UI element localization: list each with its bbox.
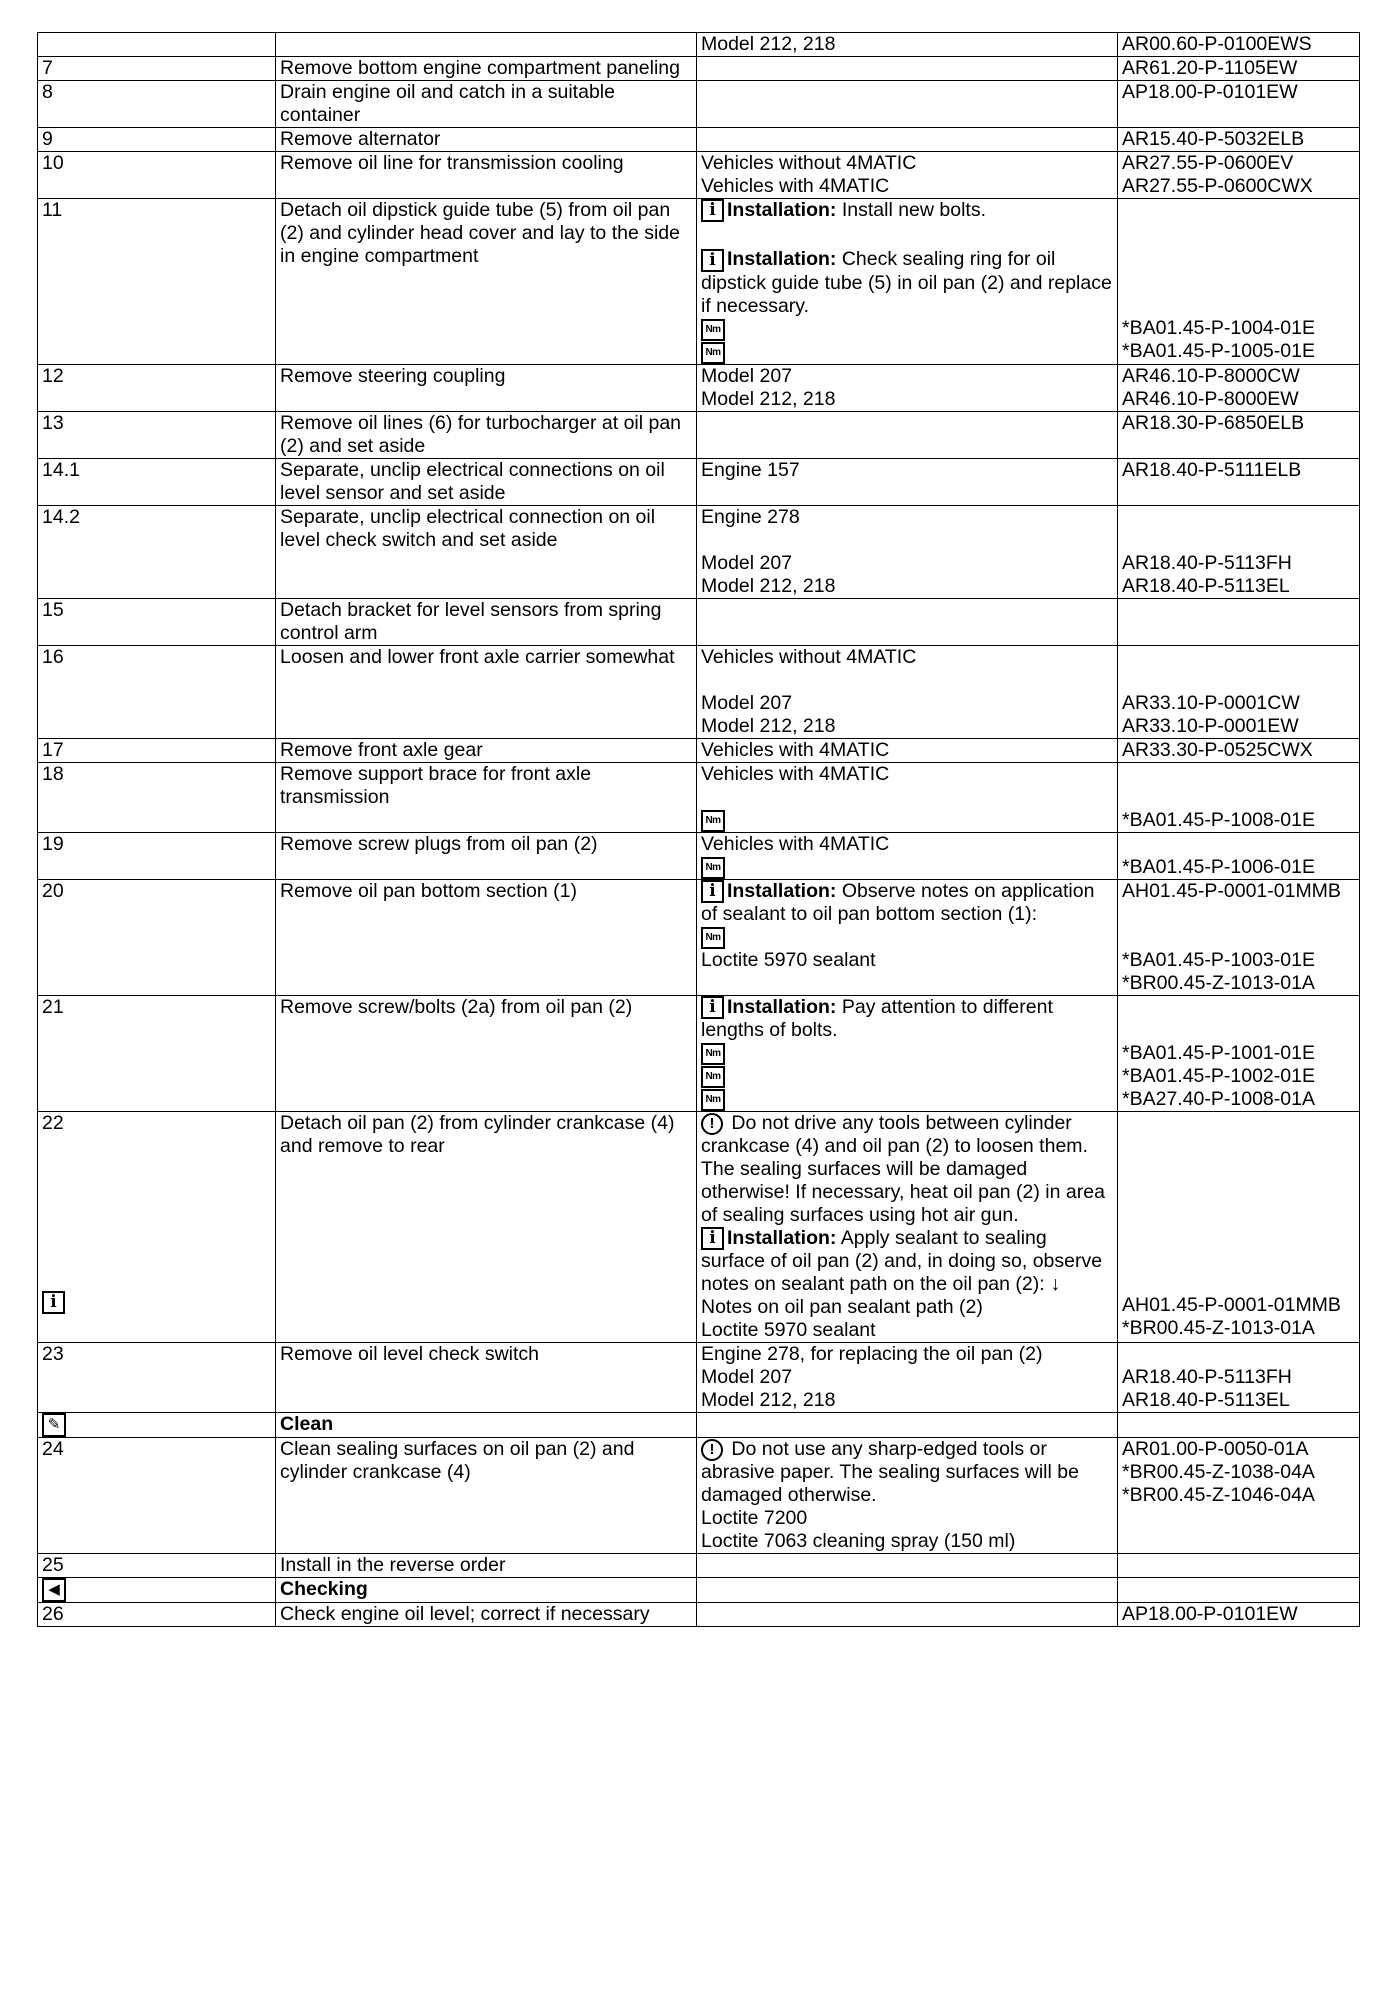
note-line: Vehicles without 4MATIC (701, 645, 917, 668)
step-number: 8 (42, 81, 53, 103)
reference-cell (1118, 832, 1360, 879)
reference-code: AH01.45-P-0001-01MMB (1122, 879, 1341, 902)
action-text: Remove oil line for transmission cooling (280, 152, 624, 174)
reference-code: AR18.40-P-5113FH (1122, 551, 1292, 574)
notes-cell (697, 505, 1118, 598)
step-number: 14.1 (42, 458, 80, 481)
reference-code: AR27.55-P-0600EV (1122, 152, 1294, 174)
reference-code (1122, 248, 1355, 271)
notes-cell (697, 33, 1118, 57)
step-cell (38, 458, 276, 505)
notes-cell (697, 1112, 1118, 1343)
reference-code: AR46.10-P-8000CW (1122, 364, 1300, 387)
reference-cell (1118, 1343, 1360, 1413)
table-row (38, 832, 1360, 879)
notes-cell (697, 458, 1118, 505)
table-row (38, 33, 1360, 57)
table-row (38, 1554, 1360, 1578)
torque-nm-icon: Nm (701, 810, 725, 832)
info-icon: i (701, 1227, 724, 1250)
reference-code: AP18.00-P-0101EW (1122, 81, 1298, 103)
reference-cell (1118, 1603, 1360, 1627)
notes-cell (697, 598, 1118, 645)
step-cell (38, 762, 276, 832)
note-line: Vehicles with 4MATIC (701, 738, 890, 761)
action-cell (276, 1343, 697, 1413)
action-cell (276, 152, 697, 199)
step-cell (38, 57, 276, 81)
note-line: Loctite 7063 cleaning spray (150 ml) (701, 1530, 1016, 1553)
action-cell (276, 364, 697, 411)
action-text: Remove screw/bolts (2a) from oil pan (2) (280, 995, 633, 1018)
torque-nm-icon: Nm (701, 1066, 725, 1088)
reference-code: AR33.10-P-0001EW (1122, 714, 1299, 737)
note-line: Model 212, 218 (701, 387, 836, 410)
step-cell (38, 1603, 276, 1627)
procedure-table (37, 32, 1360, 1627)
reference-code (1122, 833, 1355, 856)
notes-cell (697, 879, 1118, 995)
reference-code: *BR00.45-Z-1013-01A (1122, 971, 1315, 994)
spacer (701, 222, 1113, 248)
step-cell (38, 152, 276, 199)
step-number: 13 (42, 411, 64, 434)
reference-code (1122, 926, 1355, 949)
action-cell (276, 1112, 697, 1343)
note-line: i Installation: Apply sealant to sealing surface of oil pan (2) and, in doing so, observe notes on sealant path on the oil pan (2): ↓ (701, 1227, 1103, 1296)
step-number: 20 (42, 879, 64, 902)
table-row (38, 364, 1360, 411)
reference-code: *BA01.45-P-1001-01E (1122, 1041, 1315, 1064)
reference-cell (1118, 152, 1360, 199)
table-row (38, 598, 1360, 645)
step-cell (38, 199, 276, 365)
step-cell (38, 598, 276, 645)
step-cell (38, 364, 276, 411)
reference-cell (1118, 411, 1360, 458)
note-line (701, 1088, 1113, 1111)
notes-cell (697, 762, 1118, 832)
action-text: Remove oil lines (6) for turbocharger at oil pan (2) and set aside (280, 411, 682, 457)
action-text: Remove screw plugs from oil pan (2) (280, 832, 598, 855)
note-line: Model 212, 218 (701, 33, 836, 55)
action-text: Detach oil dipstick guide tube (5) from oil pan (2) and cylinder head cover and lay to the side in engine compartment (280, 199, 680, 267)
note-line (701, 529, 1113, 552)
action-text: Detach oil pan (2) from cylinder crankcase (4) and remove to rear (280, 1112, 675, 1158)
action-text: Check engine oil level; correct if necessary (280, 1603, 650, 1626)
step-cell (38, 879, 276, 995)
action-text: Loosen and lower front axle carrier somewhat (280, 645, 675, 668)
reference-cell (1118, 458, 1360, 505)
reference-code (1122, 506, 1355, 529)
note-line: Loctite 5970 sealant (701, 949, 876, 972)
reference-cell (1118, 33, 1360, 57)
procedure-document (37, 32, 1359, 1627)
notes-cell (697, 738, 1118, 762)
note-line (701, 341, 1113, 364)
note-line: Vehicles with 4MATIC (701, 832, 890, 855)
step-number: 15 (42, 598, 64, 621)
reference-code: AR18.40-P-5111ELB (1122, 458, 1302, 481)
note-line: Engine 278 (701, 505, 800, 528)
caution-icon: ! (701, 1113, 723, 1135)
reference-cell (1118, 879, 1360, 995)
reference-cell (1118, 1413, 1360, 1438)
action-text: Remove bottom engine compartment paneling (280, 57, 680, 79)
reference-cell (1118, 995, 1360, 1111)
reference-code: *BA01.45-P-1008-01E (1122, 808, 1315, 831)
note-line (701, 318, 1113, 341)
reference-code: AR01.00-P-0050-01A (1122, 1438, 1309, 1461)
caution-icon: ! (701, 1439, 723, 1461)
reference-code (1122, 903, 1355, 926)
table-row (38, 411, 1360, 458)
reference-code: *BR00.45-Z-1038-04A (1122, 1461, 1315, 1484)
info-icon: i (701, 249, 724, 272)
reference-code: *BA01.45-P-1006-01E (1122, 855, 1315, 878)
reference-cell (1118, 598, 1360, 645)
reference-code: AR27.55-P-0600CWX (1122, 175, 1313, 197)
note-line: ! Do not drive any tools between cylinder crankcase (4) and oil pan (2) to loosen them. The sealing surfaces will be damaged otherwise! If necessary, heat oil pan (2) in area of sealing surfaces using hot air gun. (701, 1112, 1105, 1227)
action-cell (276, 128, 697, 152)
step-number: 17 (42, 738, 64, 761)
reference-cell (1118, 1438, 1360, 1554)
spacer (1122, 222, 1355, 248)
step-number: 21 (42, 995, 64, 1018)
action-text: Install in the reverse order (280, 1554, 506, 1577)
notes-cell (697, 1554, 1118, 1578)
step-cell (38, 1413, 276, 1438)
reference-cell (1118, 505, 1360, 598)
reference-cell (1118, 645, 1360, 738)
action-cell (276, 738, 697, 762)
note-line (701, 1065, 1113, 1088)
table-row (38, 1112, 1360, 1343)
reference-code: *BA27.40-P-1008-01A (1122, 1087, 1315, 1110)
table-row (38, 738, 1360, 762)
notes-cell (697, 411, 1118, 458)
action-cell (276, 458, 697, 505)
table-row (38, 199, 1360, 365)
note-line: i Installation: Pay attention to different lengths of bolts. (701, 995, 1053, 1042)
table-row (38, 762, 1360, 832)
torque-nm-icon: Nm (701, 342, 725, 364)
table-row (38, 1438, 1360, 1554)
step-cell (38, 832, 276, 879)
table-row (38, 1343, 1360, 1413)
note-line: Model 207 (701, 551, 793, 574)
reference-cell (1118, 1578, 1360, 1603)
action-cell (276, 879, 697, 995)
action-text: Drain engine oil and catch in a suitable container (280, 81, 615, 126)
notes-cell (697, 1578, 1118, 1603)
notes-cell (697, 128, 1118, 152)
note-line: Vehicles with 4MATIC (701, 762, 890, 785)
action-cell (276, 1578, 697, 1603)
reference-code: AP18.00-P-0101EW (1122, 1603, 1298, 1626)
reference-code: AR18.40-P-5113EL (1122, 1389, 1290, 1412)
step-number: 24 (42, 1438, 64, 1461)
step-cell (38, 645, 276, 738)
table-row (38, 1413, 1360, 1438)
step-number: 18 (42, 762, 64, 785)
reference-code: AR33.30-P-0525CWX (1122, 738, 1313, 761)
reference-cell (1118, 128, 1360, 152)
action-cell (276, 1438, 697, 1554)
installation-label: Installation: (727, 248, 837, 271)
step-number: 14.2 (42, 505, 80, 528)
reference-code (1122, 1343, 1355, 1366)
step-cell (38, 33, 276, 57)
step-cell (38, 81, 276, 128)
reference-code: AH01.45-P-0001-01MMB (1122, 1294, 1341, 1317)
note-line: Model 212, 218 (701, 1389, 836, 1412)
reference-code (1122, 786, 1355, 809)
torque-nm-icon: Nm (701, 1089, 725, 1111)
step-cell (38, 505, 276, 598)
reference-code: AR46.10-P-8000EW (1122, 387, 1299, 410)
installation-label: Installation: (727, 199, 837, 221)
note-line: i Installation: Observe notes on application of sealant to oil pan bottom section (1): (701, 879, 1095, 926)
action-cell (276, 81, 697, 128)
step-number: 9 (42, 128, 53, 150)
reference-code: *BR00.45-Z-1013-01A (1122, 1317, 1315, 1340)
note-line: Vehicles without 4MATIC (701, 152, 917, 174)
step-number: 7 (42, 57, 53, 79)
note-line: Engine 278, for replacing the oil pan (2) (701, 1343, 1043, 1366)
reference-code: AR18.40-P-5113EL (1122, 574, 1290, 597)
table-row (38, 879, 1360, 995)
reference-code: AR15.40-P-5032ELB (1122, 128, 1305, 150)
reference-code: *BA01.45-P-1005-01E (1122, 340, 1315, 362)
action-text: Remove front axle gear (280, 738, 483, 761)
action-cell (276, 995, 697, 1111)
notes-cell (697, 364, 1118, 411)
notes-cell (697, 1413, 1118, 1438)
action-cell (276, 199, 697, 365)
step-number: 23 (42, 1343, 64, 1366)
reference-code: *BR00.45-Z-1046-04A (1122, 1484, 1315, 1507)
reference-code (1122, 763, 1355, 786)
reference-cell (1118, 762, 1360, 832)
step-number: 22 (42, 1112, 64, 1135)
action-cell (276, 57, 697, 81)
note-line (701, 856, 1113, 879)
action-text: Remove support brace for front axle transmission (280, 762, 592, 808)
note-line: Model 207 (701, 1366, 793, 1389)
torque-nm-icon: Nm (701, 319, 725, 341)
reference-code (1122, 529, 1355, 552)
action-text: Clean (280, 1413, 334, 1436)
note-line: ! Do not use any sharp-edged tools or abrasive paper. The sealing surfaces will be damaged otherwise. (701, 1438, 1079, 1507)
table-row (38, 645, 1360, 738)
info-icon: i (701, 199, 724, 222)
step-number: 26 (42, 1603, 64, 1626)
reference-code: AR33.10-P-0001CW (1122, 691, 1300, 714)
note-line: Loctite 7200 (701, 1507, 808, 1530)
step-icon-wrap (42, 1291, 68, 1314)
reference-code: AR00.60-P-0100EWS (1122, 33, 1312, 55)
table-row (38, 1603, 1360, 1627)
note-line: i Installation: Check sealing ring for oil dipstick guide tube (5) in oil pan (2) and replace if necessary. (701, 248, 1112, 317)
step-cell (38, 411, 276, 458)
reference-code (1122, 199, 1355, 222)
reference-code (1122, 669, 1355, 692)
table-row (38, 57, 1360, 81)
step-cell (38, 995, 276, 1111)
step-number: 11 (42, 199, 63, 221)
step-cell (38, 1438, 276, 1554)
notes-cell (697, 1343, 1118, 1413)
note-line: Notes on oil pan sealant path (2) (701, 1296, 983, 1319)
action-text: Remove oil level check switch (280, 1343, 540, 1366)
note-line (701, 669, 1113, 692)
action-cell (276, 645, 697, 738)
note-line (701, 926, 1113, 949)
note-line (701, 1042, 1113, 1065)
table-row (38, 128, 1360, 152)
note-line: Model 212, 218 (701, 574, 836, 597)
procedure-table-body (38, 33, 1360, 1627)
reference-code (1122, 271, 1355, 294)
step-cell (38, 1112, 276, 1343)
action-text: Separate, unclip electrical connections on oil level sensor and set aside (280, 458, 665, 504)
info-icon: i (701, 996, 724, 1019)
note-line: Engine 157 (701, 458, 800, 481)
reference-cell (1118, 81, 1360, 128)
action-text: Separate, unclip electrical connection on oil level check switch and set aside (280, 505, 656, 551)
action-text: Remove oil pan bottom section (1) (280, 879, 577, 902)
checking-icon: ◀ (42, 1578, 66, 1602)
action-cell (276, 1554, 697, 1578)
action-cell (276, 1413, 697, 1438)
reference-code (1122, 1019, 1355, 1042)
reference-code (1122, 646, 1355, 669)
action-cell (276, 1603, 697, 1627)
arrow-down-icon: ↓ (1050, 1273, 1061, 1296)
reference-code (1122, 294, 1355, 317)
table-row (38, 995, 1360, 1111)
step-cell (38, 738, 276, 762)
notes-cell (697, 1438, 1118, 1554)
reference-cell (1118, 199, 1360, 365)
notes-cell (697, 995, 1118, 1111)
reference-code: *BA01.45-P-1002-01E (1122, 1064, 1315, 1087)
step-cell (38, 128, 276, 152)
step-cell (38, 1554, 276, 1578)
action-text: Remove steering coupling (280, 364, 506, 387)
torque-nm-icon: Nm (701, 1043, 725, 1065)
table-row (38, 152, 1360, 199)
table-row (38, 505, 1360, 598)
note-line: Loctite 5970 sealant (701, 1319, 876, 1342)
action-cell (276, 33, 697, 57)
info-icon: i (701, 880, 724, 903)
notes-cell (697, 1603, 1118, 1627)
info-icon: i (42, 1291, 65, 1314)
notes-cell (697, 832, 1118, 879)
action-text: Checking (280, 1578, 368, 1601)
reference-code: AR61.20-P-1105EW (1122, 57, 1298, 79)
reference-code: *BA01.45-P-1004-01E (1122, 317, 1315, 339)
table-row (38, 81, 1360, 128)
notes-cell (697, 81, 1118, 128)
note-line (701, 809, 1113, 832)
reference-cell (1118, 1554, 1360, 1578)
reference-code: AR18.40-P-5113FH (1122, 1366, 1292, 1389)
notes-cell (697, 199, 1118, 365)
reference-cell (1118, 1112, 1360, 1343)
step-cell (38, 1578, 276, 1603)
reference-code (1122, 996, 1355, 1019)
note-line: Model 207 (701, 691, 793, 714)
action-cell (276, 762, 697, 832)
action-text: Remove alternator (280, 128, 441, 150)
notes-cell (697, 57, 1118, 81)
note-line: Model 207 (701, 364, 793, 387)
step-cell (38, 1343, 276, 1413)
step-number: 10 (42, 152, 64, 174)
notes-cell (697, 645, 1118, 738)
note-line: Model 212, 218 (701, 714, 836, 737)
action-cell (276, 832, 697, 879)
note-line: Vehicles with 4MATIC (701, 175, 890, 197)
action-text: Detach bracket for level sensors from spring control arm (280, 598, 662, 644)
notes-cell (697, 152, 1118, 199)
installation-label: Installation: (727, 1227, 837, 1250)
action-text: Clean sealing surfaces on oil pan (2) and cylinder crankcase (4) (280, 1438, 635, 1484)
reference-cell (1118, 364, 1360, 411)
step-number: 25 (42, 1554, 64, 1577)
action-cell (276, 598, 697, 645)
action-cell (276, 411, 697, 458)
step-number: 16 (42, 645, 64, 668)
reference-code: AR18.30-P-6850ELB (1122, 411, 1305, 434)
torque-nm-icon: Nm (701, 927, 725, 949)
step-number: 12 (42, 364, 64, 387)
installation-label: Installation: (727, 879, 837, 902)
table-row (38, 1578, 1360, 1603)
note-line (701, 786, 1113, 809)
reference-code: *BA01.45-P-1003-01E (1122, 948, 1315, 971)
torque-nm-icon: Nm (701, 857, 725, 879)
installation-label: Installation: (727, 995, 837, 1018)
step-number: 19 (42, 832, 64, 855)
clean-icon: ✎ (42, 1413, 66, 1437)
action-cell (276, 505, 697, 598)
table-row (38, 458, 1360, 505)
reference-cell (1118, 57, 1360, 81)
note-line: i Installation: Install new bolts. (701, 199, 1113, 222)
reference-cell (1118, 738, 1360, 762)
